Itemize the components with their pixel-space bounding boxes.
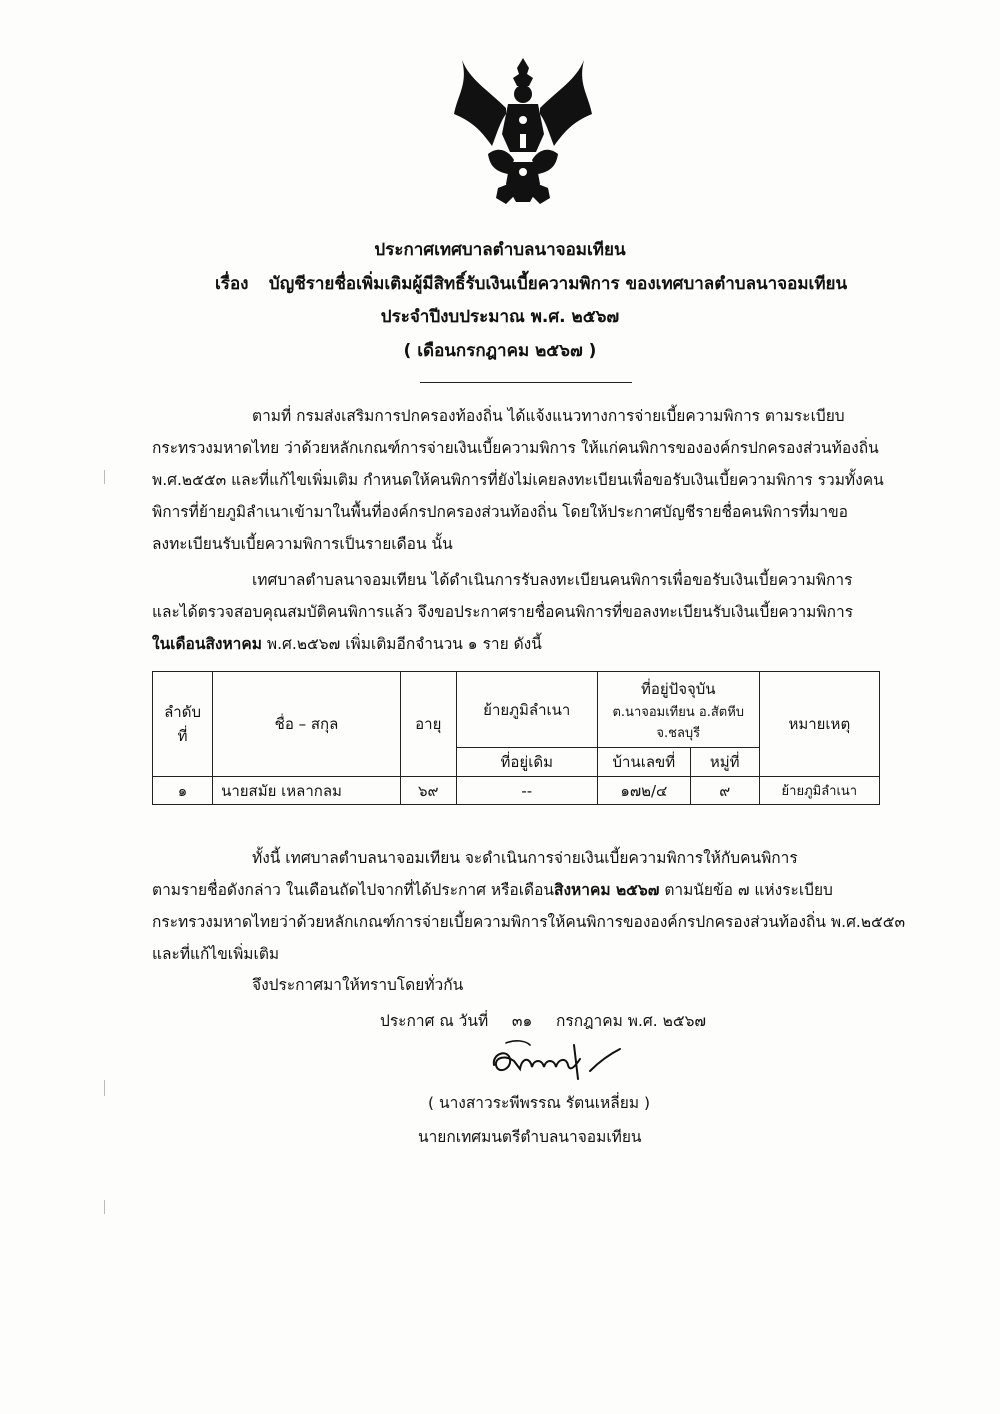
paragraph-line: ตามที่ กรมส่งเสริมการปกครองท้องถิ่น ได้แจ้งแนวทางการจ่ายเบี้ยความพิการ ตามระเบียบ xyxy=(252,407,845,425)
cell-old-address: -- xyxy=(456,777,597,805)
paragraph-line: ทั้งนี้ เทศบาลตำบลนาจอมเทียน จะดำเนินการจ่ายเงินเบี้ยความพิการให้กับคนพิการ xyxy=(252,849,798,867)
date-label: ประกาศ ณ วันที่ xyxy=(380,1012,489,1030)
cell-no: ๑ xyxy=(153,777,213,805)
paragraph-line: ลงทะเบียนรับเบี้ยความพิการเป็นรายเดือน นั้น xyxy=(152,535,453,553)
paragraph-line: และได้ตรวจสอบคุณสมบัติคนพิการแล้ว จึงขอประกาศรายชื่อคนพิการที่ขอลงทะเบียนรับเงินเบี้ยความพิการ xyxy=(152,603,854,621)
subject-line xyxy=(215,270,847,297)
closing-statement: จึงประกาศมาให้ทราบโดยทั่วกัน xyxy=(252,976,464,994)
cell-age: ๖๙ xyxy=(400,777,456,805)
header-cell-name: ชื่อ – สกุล xyxy=(213,672,401,777)
subject-text: บัญชีรายชื่อเพิ่มเติมผู้มีสิทธิ์รับเงินเบี้ยความพิการ ของเทศบาลตำบลนาจอมเทียน xyxy=(268,274,848,294)
paragraph-line: พ.ศ.๒๕๕๓ และที่แก้ไขเพิ่มเติม กำหนดให้คนพิการที่ยังไม่เคยลงทะเบียนเพื่อขอรับเงินเบี้ยความพิการ รวมทั้งคน xyxy=(152,471,884,489)
paragraph-line: พิการที่ย้ายภูมิลำเนาเข้ามาในพื้นที่องค์กรปกครองส่วนท้องถิ่น โดยให้ประกาศบัญชีรายชื่อคนพิการที่มาขอ xyxy=(152,503,848,521)
garuda-emblem-icon xyxy=(448,50,598,210)
date-month: กรกฎาคม xyxy=(556,1012,623,1030)
paragraph-text: พ.ศ.๒๕๖๗ เพิ่มเติมอีกจำนวน ๑ ราย ดังนี้ xyxy=(261,635,542,653)
scan-mark xyxy=(104,1200,105,1214)
date-day: ๓๑ xyxy=(511,1012,533,1030)
paragraph-1 xyxy=(152,400,882,560)
scan-mark xyxy=(104,470,105,484)
registry-table xyxy=(152,671,880,805)
cell-remark: ย้ายภูมิลำเนา xyxy=(759,777,879,805)
paragraph-2 xyxy=(152,564,882,660)
paragraph-line: กระทรวงมหาดไทยว่าด้วยหลักเกณฑ์การจ่ายเบี้ยความพิการให้คนพิการขององค์กรปกครองส่วนท้องถิ่น พ.ศ.๒๕๕๓ xyxy=(152,913,906,931)
month-line: ( เดือนกรกฎาคม ๒๕๖๗ ) xyxy=(403,341,597,361)
subject-label: เรื่อง xyxy=(215,274,249,294)
paragraph-line: กระทรวงมหาดไทย ว่าด้วยหลักเกณฑ์การจ่ายเงินเบี้ยความพิการ ให้แก่คนพิการขององค์กรปกครองส่วนท้องถิ่น xyxy=(152,439,879,457)
announcement-title: ประกาศเทศบาลตำบลนาจอมเทียน xyxy=(374,240,626,260)
cell-house-no: ๑๗๒/๔ xyxy=(597,777,690,805)
header-cell-current-address: ที่อยู่ปัจจุบัน ต.นาจอมเทียน อ.สัตหีบ จ.ชลบุรี xyxy=(597,672,759,748)
header-cell-age: อายุ xyxy=(400,672,456,777)
month-prefix: ในเดือน xyxy=(152,635,206,653)
date-line xyxy=(380,1008,706,1033)
cell-name: นายสมัย เหลากลม xyxy=(213,777,401,805)
header-cell-old-address: ที่อยู่เดิม xyxy=(456,748,597,777)
paragraph-line: และที่แก้ไขเพิ่มเติม xyxy=(152,945,280,963)
header-cell-house-no: บ้านเลขที่ xyxy=(597,748,690,777)
handwritten-signature xyxy=(486,1035,626,1085)
highlight-month-year: สิงหาคม ๒๕๖๗ xyxy=(554,881,660,899)
fiscal-year: ประจำปีงบประมาณ พ.ศ. ๒๕๖๗ xyxy=(380,307,620,327)
header-cell-move: ย้ายภูมิลำเนา xyxy=(456,672,597,748)
header-cell-moo: หมู่ที่ xyxy=(690,748,759,777)
paragraph-3 xyxy=(152,842,906,970)
header-cell-remark: หมายเหตุ xyxy=(759,672,879,777)
cell-moo: ๙ xyxy=(690,777,759,805)
paragraph-line: ตามรายชื่อดังกล่าว ในเดือนถัดไปจากที่ได้ประกาศ หรือเดือนสิงหาคม ๒๕๖๗ ตามนัยข้อ ๗ แห่งระเบียบ xyxy=(152,881,833,899)
title-divider xyxy=(420,382,632,383)
signer-title: นายกเทศมนตรีตำบลนาจอมเทียน xyxy=(418,1128,642,1146)
date-year: พ.ศ. ๒๕๖๗ xyxy=(627,1012,707,1030)
paragraph-line: เทศบาลตำบลนาจอมเทียน ได้ดำเนินการรับลงทะเบียนคนพิการเพื่อขอรับเงินเบี้ยความพิการ xyxy=(252,571,853,589)
signer-name: ( นางสาวระพีพรรณ รัตนเหลี่ยม ) xyxy=(428,1094,651,1112)
header-cell-no: ลำดับ ที่ xyxy=(153,672,213,777)
scan-mark xyxy=(104,1080,105,1096)
paragraph-line xyxy=(152,628,882,660)
highlight-month: สิงหาคม xyxy=(205,635,262,653)
table-row xyxy=(153,777,880,805)
